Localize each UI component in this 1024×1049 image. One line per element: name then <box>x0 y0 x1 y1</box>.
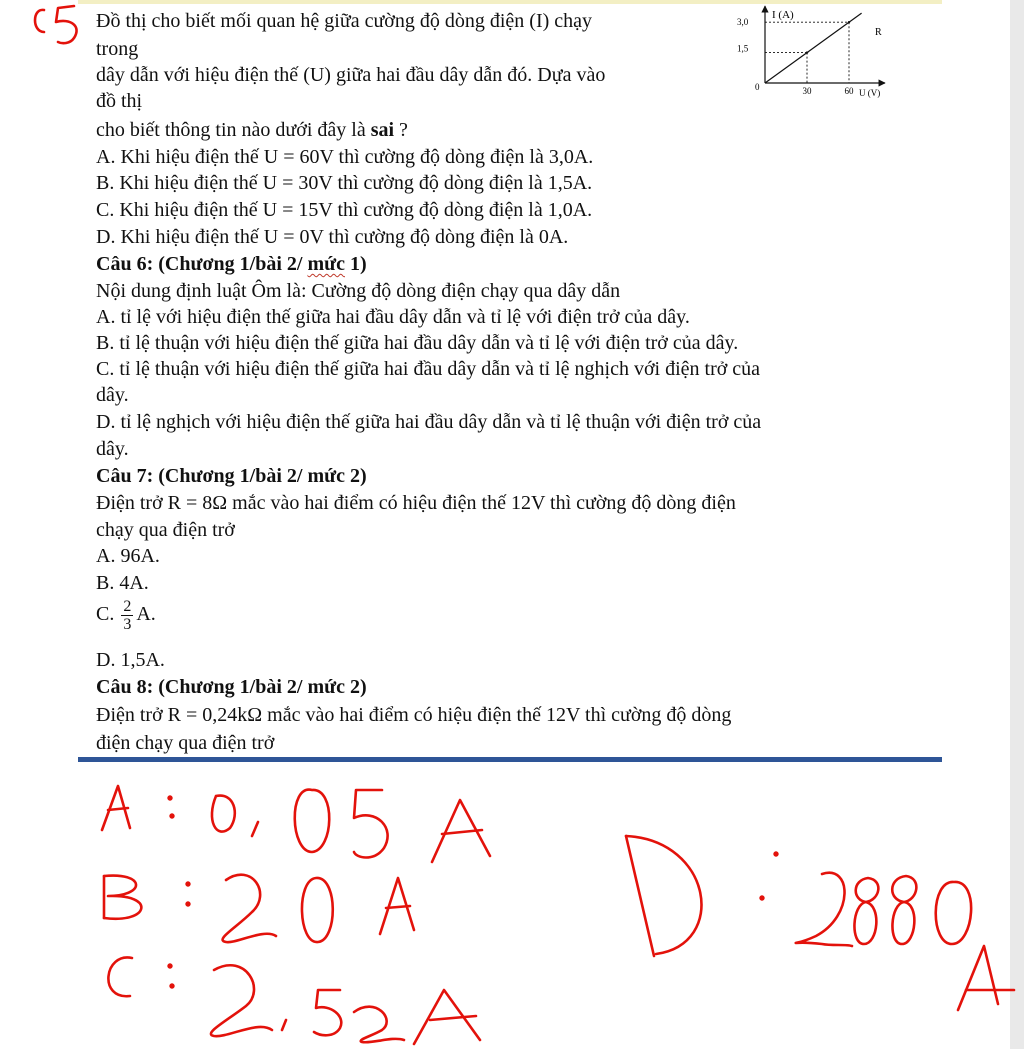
q5-option-b: B. Khi hiệu điện thế U = 30V thì cường độ dòng điện là 1,5A. <box>96 172 593 194</box>
fraction-numerator: 2 <box>123 598 132 615</box>
y-tick-3-0: 3,0 <box>737 17 749 28</box>
q6-title-text: Câu 6: (Chương 1/bài 2/ <box>96 253 308 275</box>
margin-note-c5 <box>35 6 77 43</box>
q7-option-c <box>96 598 156 633</box>
q7-option-c-unit: A. <box>136 603 156 626</box>
q5-stem-line5 <box>96 117 408 143</box>
q5-option-a: A. Khi hiệu điện thế U = 60V thì cường độ dòng điện là 3,0A. <box>96 146 594 168</box>
q8-stem-line2: điện chạy qua điện trở <box>96 732 275 754</box>
q6-stem: Nội dung định luật Ôm là: Cường độ dòng điện chạy qua dây dẫn <box>96 280 621 302</box>
y-axis-label: I (A) <box>772 9 794 21</box>
q7-option-c-fraction <box>121 598 133 633</box>
q5-option-c: C. Khi hiệu điện thế U = 15V thì cường độ dòng điện là 1,0A. <box>96 199 593 221</box>
q5-stem-line2: trong <box>96 38 139 60</box>
q5-stem-line4: đồ thị <box>96 90 143 112</box>
q8-title: Câu 8: (Chương 1/bài 2/ mức 2) <box>96 676 367 698</box>
series-line-r <box>765 13 862 83</box>
q6-title <box>96 251 367 277</box>
x-axis-label: U (V) <box>859 88 881 98</box>
data-point-1 <box>806 51 808 53</box>
q7-title: Câu 7: (Chương 1/bài 2/ mức 2) <box>96 465 367 487</box>
answer-c-handwriting <box>108 957 480 1044</box>
q7-option-d: D. 1,5A. <box>96 649 165 671</box>
q6-option-c: C. tỉ lệ thuận với hiệu điện thế giữa hai đầu dây dẫn và tỉ lệ nghịch với điện trở của <box>96 358 761 380</box>
q5-stem-end: ? <box>394 119 408 141</box>
q5-stem-text: cho biết thông tin nào dưới đây là <box>96 119 371 141</box>
q6-option-a: A. tỉ lệ với hiệu điện thế giữa hai đầu dây dẫn và tỉ lệ với điện trở của dây. <box>96 306 690 328</box>
q7-stem-line1: Điện trở R = 8Ω mắc vào hai điểm có hiệu điện thế 12V thì cường độ dòng điện <box>96 492 736 514</box>
window-edge <box>1010 0 1024 1049</box>
q6-title-level: mức <box>307 253 345 275</box>
q7-stem-line2: chạy qua điện trở <box>96 519 235 541</box>
y-tick-1-5: 1,5 <box>737 43 749 54</box>
q7-option-a: A. 96A. <box>96 545 160 567</box>
q6-option-d: D. tỉ lệ nghịch với hiệu điện thế giữa hai đầu dây dẫn và tỉ lệ thuận với điện trở của <box>96 411 762 433</box>
x-tick-30: 30 <box>802 86 812 96</box>
answer-a-handwriting <box>102 786 490 862</box>
fraction-denominator: 3 <box>123 616 132 633</box>
origin-label: 0 <box>755 82 760 92</box>
q5-stem-line1: Đồ thị cho biết mối quan hệ giữa cường độ dòng điện (I) chạy <box>96 10 593 32</box>
data-point-2 <box>848 21 850 23</box>
q6-option-c-cont: dây. <box>96 384 129 406</box>
q7-option-c-label: C. <box>96 603 115 626</box>
answer-d-handwriting <box>626 836 1014 1010</box>
answer-b-handwriting <box>104 875 414 942</box>
q5-option-d: D. Khi hiệu điện thế U = 0V thì cường độ dòng điện là 0A. <box>96 226 569 248</box>
q8-stem-line1: Điện trở R = 0,24kΩ mắc vào hai điểm có hiệu điện thế 12V thì cường độ dòng <box>96 704 732 726</box>
q6-title-end: 1) <box>345 253 367 275</box>
section-divider <box>78 757 942 762</box>
series-label: R <box>875 27 882 38</box>
q6-option-b: B. tỉ lệ thuận với hiệu điện thế giữa hai đầu dây dẫn và tỉ lệ với điện trở của dây. <box>96 332 739 354</box>
q6-option-d-cont: dây. <box>96 438 129 460</box>
x-tick-60: 60 <box>844 86 854 96</box>
q7-option-b: B. 4A. <box>96 572 149 594</box>
iu-graph <box>735 2 895 102</box>
q5-stem-line3: dây dẫn với hiệu điện thế (U) giữa hai đầu dây dẫn đó. Dựa vào <box>96 64 606 86</box>
q5-stem-emphasis: sai <box>370 119 395 141</box>
